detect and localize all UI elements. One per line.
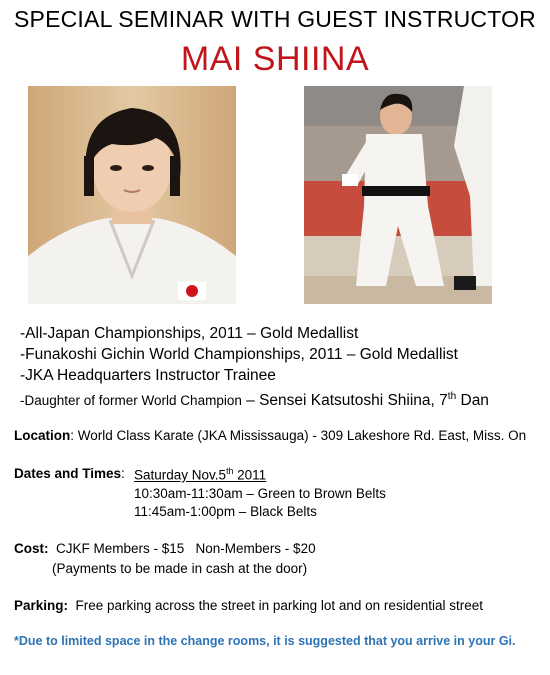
dates-label: Dates and Times [14,466,122,481]
karate-action-photo-graphic [304,86,492,304]
dates-line [14,466,125,481]
karate-action-photo [304,86,492,304]
portrait-photo-graphic [28,86,236,304]
parking-line [14,598,483,613]
date-year: 2011 [233,467,267,483]
date-main: Saturday Nov.5 [134,467,227,483]
date-sup: th [226,466,234,476]
seminar-title: SPECIAL SEMINAR WITH GUEST INSTRUCTOR [14,6,536,32]
instructor-name: MAI SHIINA [180,40,370,78]
location-label: Location [14,428,71,443]
cost-line [14,541,316,556]
location-line [14,428,526,443]
portrait-photo [28,86,236,304]
lineage-dash: – [241,392,260,410]
achievement-item: -JKA Headquarters Instructor Trainee [20,367,276,384]
achievement-list [20,323,489,411]
lineage-name: Sensei Katsutoshi Shiina, 7 [259,392,448,410]
parking-label: Parking: [14,598,69,613]
achievement-item: -All-Japan Championships, 2011 – Gold Medallist [20,325,359,342]
lineage-prefix: -Daughter of former World Champion [20,393,242,409]
parking-value: Free parking across the street in parking lot and on residential street [68,598,483,613]
cost-label: Cost: [14,541,49,556]
footnote: *Due to limited space in the change rooms, it is suggested that you arrive in your Gi. [14,634,516,648]
lineage-sup: th [447,391,457,402]
seminar-date [134,466,266,483]
lineage-suffix: Dan [456,392,489,410]
cost-note: (Payments to be made in cash at the door) [52,561,308,576]
time-slot: 10:30am-11:30am – Green to Brown Belts [134,486,386,501]
location-value: : World Class Karate (JKA Mississauga) - 309 Lakeshore Rd. East, Miss. On [70,428,527,443]
time-slot: 11:45am-1:00pm – Black Belts [134,504,317,519]
lineage-item [20,386,489,411]
achievement-item: -Funakoshi Gichin World Championships, 2011 – Gold Medallist [20,346,458,363]
dates-colon: : [121,466,125,481]
cost-value: CJKF Members - $15 Non-Members - $20 [48,541,316,556]
